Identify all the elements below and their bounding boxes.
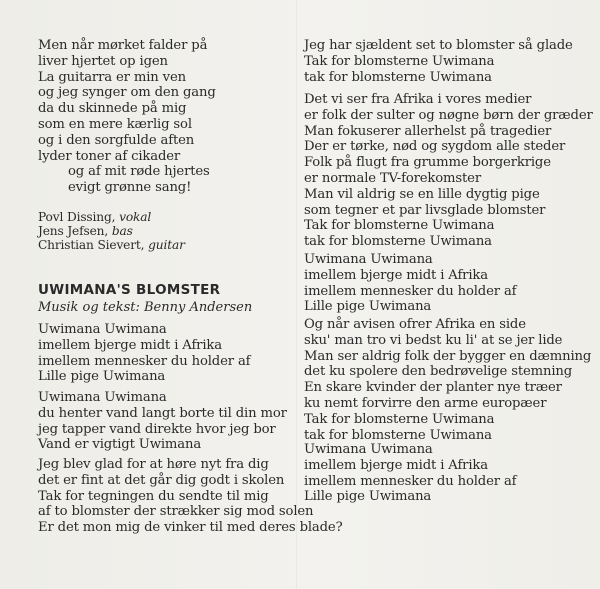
lyric-line: Tak for blomsterne Uwimana [304, 218, 495, 234]
lyric-line: Lille pige Uwimana [38, 369, 166, 385]
stanza [38, 322, 250, 385]
lyric-line: af to blomster der strækker sig mod solen [38, 504, 314, 520]
lyric-line: det er fint at det går dig godt i skolen [38, 472, 285, 488]
performer-name: Povl Dissing, [38, 210, 120, 224]
lyric-line: Uwimana Uwimana [304, 442, 433, 457]
lyric-line: og jeg synger om den gang [38, 85, 216, 101]
performer-name: Christian Sievert, [38, 238, 149, 253]
lyric-line: som tegner et par livsglade blomster [304, 202, 546, 218]
performer-credits [38, 210, 185, 253]
stanza [304, 442, 516, 505]
lyric-line: Tak for blomsterne Uwimana [304, 53, 495, 69]
stanza [38, 390, 287, 453]
lyric-line: Det vi ser fra Afrika i vores medier [304, 92, 532, 107]
lyric-line: Og når avisen ofrer Afrika en side [304, 317, 526, 332]
lyric-line: Folk på flugt fra grumme borgerkrige [304, 155, 551, 171]
lyric-line: Lille pige Uwimana [304, 489, 432, 505]
lyric-line: En skare kvinder der planter nye træer [304, 380, 562, 396]
lyric-line: La guitarra er min ven [38, 69, 186, 85]
lyric-line: Men når mørket falder på [38, 38, 208, 53]
performer-role: vokal [119, 210, 152, 224]
lyric-line: det ku spolere den bedrøvelige stemning [304, 364, 573, 380]
lyric-line: Uwimana Uwimana [304, 252, 433, 267]
lyric-line: som en mere kærlig sol [38, 116, 192, 132]
lyric-line: Uwimana Uwimana [38, 322, 167, 337]
performer-role: guitar [148, 238, 185, 253]
lyric-line: er normale TV-forekomster [304, 170, 481, 186]
lyric-line: evigt grønne sang! [68, 180, 192, 196]
lyric-line: liver hjertet op igen [38, 53, 168, 69]
lyric-line: Man vil aldrig se en lille dygtig pige [304, 186, 540, 202]
performer-role: bas [111, 224, 133, 239]
lyric-line: ku nemt forvirre den arme europæer [304, 395, 547, 411]
stanza [304, 252, 516, 315]
lyric-line: Jeg har sjældent set to blomster så glade [304, 38, 573, 53]
lyric-line: da du skinnede på mig [38, 101, 187, 117]
stanza [38, 457, 343, 536]
lyric-line: Der er tørke, nød og sygdom alle steder [304, 139, 566, 155]
song-credit: Musik og tekst: Benny Andersen [38, 300, 253, 315]
stanza [304, 92, 593, 250]
lyric-line: tak for blomsterne Uwimana [304, 234, 492, 250]
credit-line [38, 210, 185, 224]
lyric-line: Er det mon mig de vinker til med deres blade? [38, 520, 343, 536]
lyric-line: imellem mennesker du holder af [304, 283, 517, 299]
credit-line [38, 238, 185, 252]
lyric-line: Tak for blomsterne Uwimana [304, 411, 495, 427]
lyric-line: Man ser aldrig folk der bygger en dæmning [304, 348, 592, 364]
stanza [304, 317, 591, 443]
lyric-line: lyder toner af cikader [38, 148, 181, 164]
lyric-line: imellem bjerge midt i Afrika [304, 267, 488, 283]
lyric-line: Uwimana Uwimana [38, 390, 167, 405]
lyric-line: tak for blomsterne Uwimana [304, 69, 492, 85]
lyric-line: imellem bjerge midt i Afrika [304, 457, 488, 473]
lyric-line: Vand er vigtigt Uwimana [38, 437, 202, 453]
lyric-line: Lille pige Uwimana [304, 299, 432, 315]
song-title: UWIMANA'S BLOMSTER [38, 282, 221, 298]
lyric-line: du henter vand langt borte til din mor [38, 405, 287, 421]
lyric-line: jeg tapper vand direkte hvor jeg bor [38, 421, 276, 437]
credit-line [38, 224, 185, 238]
lyric-line: Man fokuserer allerhelst på tragedier [304, 123, 552, 139]
lyric-line: imellem bjerge midt i Afrika [38, 337, 222, 353]
lyric-line: Jeg blev glad for at høre nyt fra dig [38, 457, 269, 472]
lyric-line: Tak for tegningen du sendte til mig [38, 488, 269, 504]
lyric-line: sku' man tro vi bedst ku li' at se jer lide [304, 332, 563, 348]
lyric-line: er folk der sulter og nøgne børn der græder [304, 107, 593, 123]
lyric-line: imellem mennesker du holder af [304, 473, 517, 489]
lyric-line: tak for blomsterne Uwimana [304, 427, 492, 443]
performer-name: Jens Jefsen, [38, 224, 112, 239]
lyric-line: og i den sorgfulde aften [38, 132, 195, 148]
lyric-line: og af mit røde hjertes [68, 164, 210, 180]
stanza [304, 38, 573, 85]
lyric-line: imellem mennesker du holder af [38, 353, 251, 369]
closing-stanza [38, 38, 216, 196]
